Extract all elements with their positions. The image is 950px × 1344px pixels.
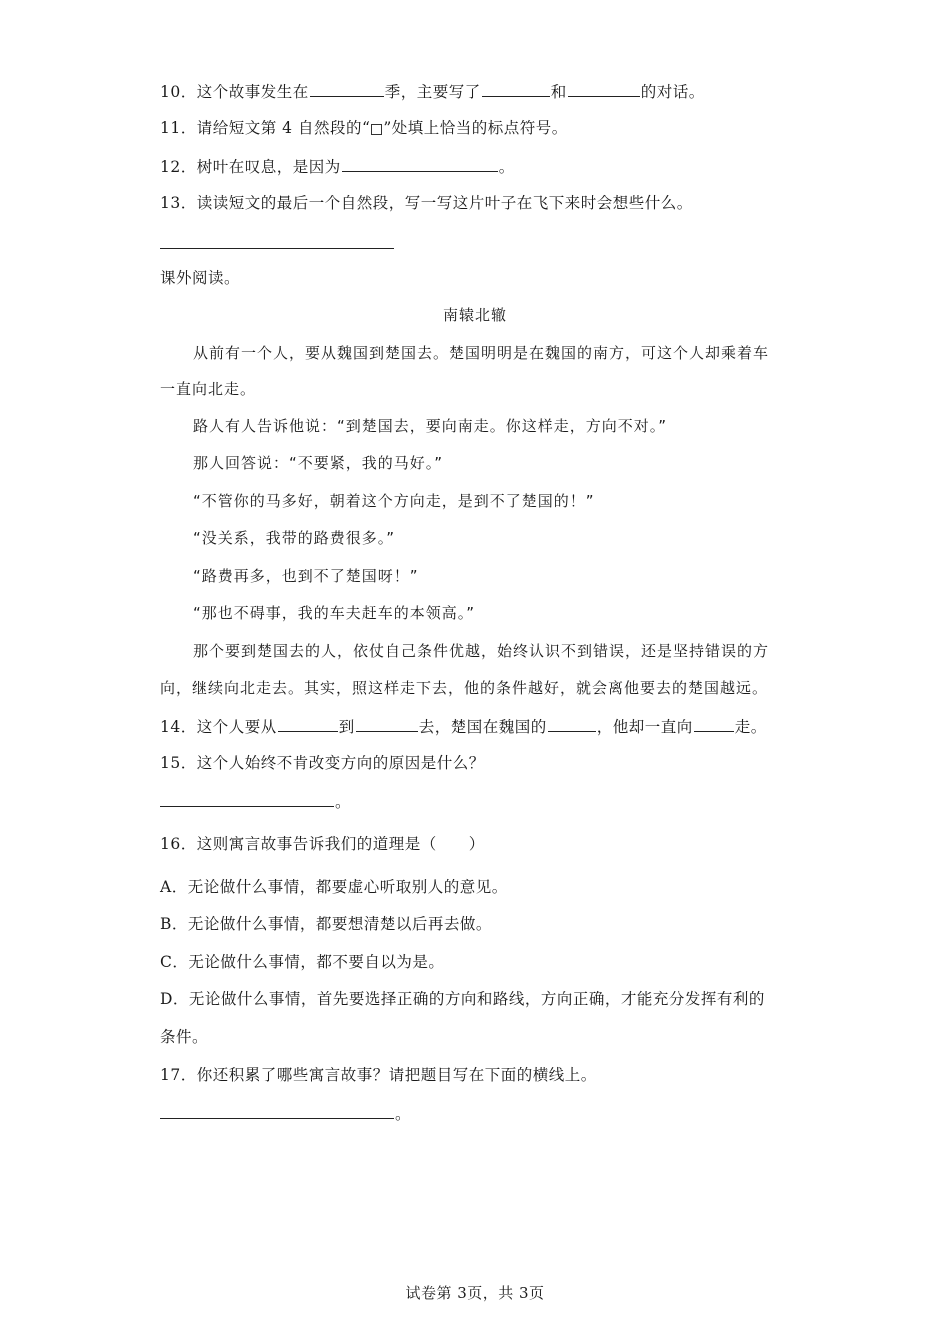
section-heading: 课外阅读。	[160, 269, 241, 287]
answer-blank[interactable]	[356, 715, 418, 732]
question-text: 这个人始终不肯改变方向的原因是什么？	[196, 754, 485, 772]
answer-blank[interactable]	[568, 80, 640, 97]
question-text: ”处填上恰当的标点符号。	[383, 119, 568, 137]
question-12	[160, 155, 515, 178]
story-paragraph: “没关系，我带的路费很多。”	[193, 529, 396, 547]
question-text: 这个人要从	[196, 718, 277, 736]
question-11	[160, 117, 568, 139]
question-15	[160, 752, 485, 774]
question-15-answer	[160, 790, 351, 813]
page-footer: 试卷第 3页，共 3页	[405, 1284, 545, 1302]
question-number: 12．	[160, 158, 197, 176]
story-paragraph: 那个要到楚国去的人，依仗自己条件优越，始终认识不到错误，还是坚持错误的方	[193, 642, 770, 660]
question-14	[160, 715, 767, 738]
story-paragraph: 一直向北走。	[160, 380, 257, 398]
question-text: 和	[550, 83, 567, 101]
answer-blank[interactable]	[548, 715, 596, 732]
question-number: 10．	[160, 83, 197, 101]
answer-blank[interactable]	[278, 715, 338, 732]
question-17	[160, 1064, 597, 1086]
question-text: 这则寓言故事告诉我们的道理是（ ）	[196, 835, 485, 853]
choice-d-continued: 条件。	[160, 1028, 209, 1046]
question-number: 15．	[160, 754, 197, 772]
choice-b[interactable]: B．无论做什么事情，都要想清楚以后再去做。	[160, 915, 492, 933]
answer-line[interactable]	[160, 248, 394, 249]
question-number: 17．	[160, 1066, 197, 1084]
question-number: 16．	[160, 835, 197, 853]
question-number: 14．	[160, 718, 197, 736]
choice-c[interactable]: C．无论做什么事情，都不要自以为是。	[160, 953, 445, 971]
choice-d[interactable]: D．无论做什么事情，首先要选择正确的方向和路线，方向正确，才能充分发挥有利的	[160, 990, 765, 1008]
answer-blank[interactable]	[482, 80, 550, 97]
story-title: 南辕北辙	[442, 306, 507, 324]
question-text: ，他却一直向	[596, 718, 693, 736]
answer-blank[interactable]	[342, 155, 498, 172]
answer-blank[interactable]	[160, 1102, 394, 1119]
question-text: 。	[395, 1105, 412, 1123]
punctuation-box-icon	[371, 124, 382, 135]
question-13	[160, 192, 693, 214]
question-text: 树叶在叹息，是因为	[196, 158, 341, 176]
question-text: 到	[338, 718, 355, 736]
question-text: 的对话。	[640, 83, 705, 101]
story-paragraph: 向，继续向北走去。其实，照这样走下去，他的条件越好，就会离他要去的楚国越远。	[160, 679, 769, 697]
answer-blank[interactable]	[694, 715, 734, 732]
question-16	[160, 833, 485, 855]
story-paragraph: “路费再多，也到不了楚国呀！”	[193, 567, 419, 585]
story-paragraph: “那也不碍事，我的车夫赶车的本领高。”	[193, 604, 476, 622]
story-paragraph: “不管你的马多好，朝着这个方向走，是到不了楚国的！”	[193, 492, 595, 510]
question-text: 读读短文的最后一个自然段，写一写这片叶子在飞下来时会想些什么。	[196, 194, 693, 212]
choice-a[interactable]: A．无论做什么事情，都要虚心听取别人的意见。	[160, 878, 508, 896]
question-text: 你还积累了哪些寓言故事？请把题目写在下面的横线上。	[196, 1066, 597, 1084]
question-text: 。	[335, 793, 352, 811]
answer-blank[interactable]	[160, 790, 334, 807]
story-paragraph: 路人有人告诉他说：“到楚国去，要向南走。你这样走，方向不对。”	[193, 417, 668, 435]
question-10	[160, 80, 705, 103]
question-text: 去，楚国在魏国的	[418, 718, 547, 736]
story-paragraph: 那人回答说：“不要紧，我的马好。”	[193, 454, 444, 472]
question-text: 这个故事发生在	[196, 83, 309, 101]
question-text: 季，主要写了	[384, 83, 481, 101]
question-17-answer	[160, 1102, 411, 1125]
question-text: 走。	[734, 718, 767, 736]
question-number: 13．	[160, 194, 197, 212]
question-text: 请给短文第 4 自然段的“	[196, 119, 371, 137]
answer-blank[interactable]	[310, 80, 384, 97]
question-number: 11．	[160, 119, 197, 137]
story-paragraph: 从前有一个人，要从魏国到楚国去。楚国明明是在魏国的南方，可这个人却乘着车	[193, 344, 770, 362]
question-text: 。	[498, 158, 515, 176]
